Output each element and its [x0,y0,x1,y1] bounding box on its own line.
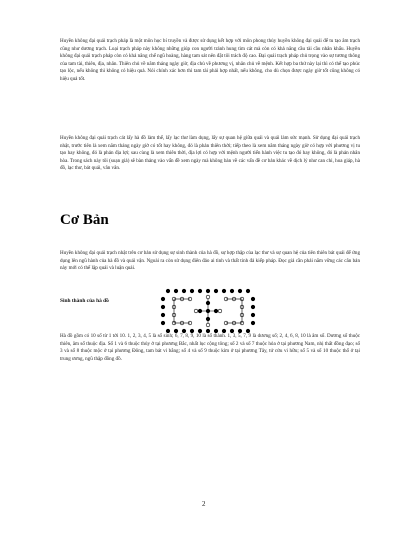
page-number: 2 [202,500,206,508]
method-paragraph: Huyền không đại quái trạch cát lấy hà đồ làm thể, lấy lạc thư làm dụng, lấy sự quan hệ giữa quái và quái làm sức mạnh. Sử dụng đại quái trạch nhật, trước tiên là xem năm tháng ngày giờ có tốt hay không, đó là phản thiên thời; tiếp theo là xem năm tháng ngày giờ có hợp với phương vị tu tạo hay không, đó là phản địa lợi; sau cùng là xem thiên thời, địa lợi có hợp với mệnh người tiến hành việc tu tạo đó hay không, đó là phản nhân hòa. Trong sách này tôi (soạn giả) sẽ bàn thảng vào vấn đề xem ngày mà không bàn về các vấn đề cơ bản khác về dịch lý như can chi, hoa giáp, hà đồ, lạc thư, bát quái, vân vân. [60,135,360,172]
hetu-paragraph: Hà đồ gồm có 10 số từ 1 tới 10. 1, 2, 3, 4, 5 là số sinh; 6, 7, 8, 9, 10 là số thành. 1, 3, 5, 7, 9 là dương số; 2, 4, 6, 8, 10 là âm số. Dương số thuộc thiên, âm số thuộc địa. Số 1 và 6 thuộc thủy ở tại phương Bắc, nhất lục cộng tông; số 2 và số 7 thuộc hỏa ở tại phương Nam, nhị thất đồng đạo; số 3 và số 8 thuộc mộc ở tại phương Đông, tam bát vi bằng; số 4 và số 9 thuộc kim ở tại phương Tây, tứ cửu vi hữu; số 5 và số 10 thuộc thổ ở tại trung ương, ngũ thập đồng đồ. [60,333,360,362]
intro-paragraph: Huyền không đại quái trạch pháp là một môn học bí truyền và được sử dụng kết hợp với môn phong thủy huyền không đại quái để tu tạo âm trạch cũng như dương trạch. Loại trạch pháp này không những giúp con người tránh hung tìm cát mà còn có khả năng cầu tài cầu nhân khẩu. Huyền không đại quái trạch pháp còn có khả năng chế ngũ hoàng, hàng tam sát nên đặt tôi trách độ cao. Đại quái trạch pháp chủ trọng vào sự tương thông của tam tài, thiên, địa, nhân. Thiên chủ về năm tháng ngày giờ, địa chủ về phương vị, nhân chủ về mệnh. Kết hợp ba thứ này lại thì có thể tạo phúc tạo lộc, nếu không thì không có hiệu quả. Nói chính xác hơn thì tam tài phải hợp nhất, nếu không, cho dù chọn được ngày giờ tốt cũng không có hiệu quả tốt. [60,38,360,82]
hetu-diagram [160,288,256,334]
basics-paragraph: Huyền không đại quái trạch nhật trên cơ bản sử dụng sự sinh thành của hà đồ, sự hợp thập của lạc thư và sự quan hệ của tiên thiên bát quái để ứng dụng lên ngũ hành của hà đồ và quái vận. Ngoài ra còn sử dụng điên đảo ai tinh và thất tinh đả kiếp pháp. Đọc giả cần phải nắm vững các căn bản này mới có thể lập quái và luận quái. [60,250,360,272]
hetu-center-dots [198,301,218,321]
figure-caption: Sinh thành của hà đồ [60,298,109,304]
section-heading: Cơ Bản [60,212,109,228]
